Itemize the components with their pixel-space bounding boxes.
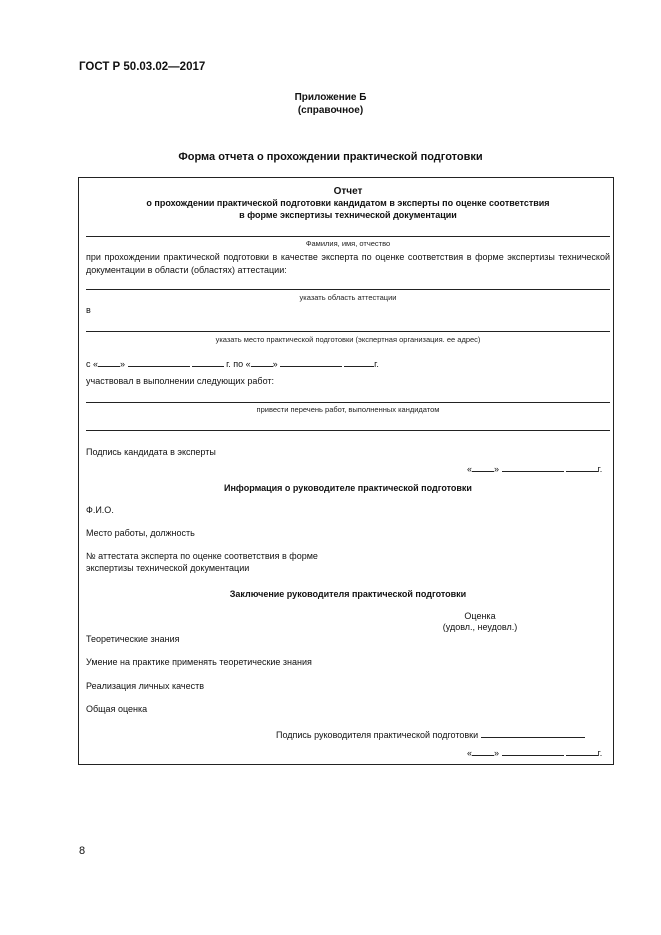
candidate-date-row xyxy=(467,461,602,474)
document-standard: ГОСТ Р 50.03.02—2017 xyxy=(79,61,206,73)
date-year: г. xyxy=(597,464,603,474)
candidate-day-field[interactable] xyxy=(472,461,494,472)
area-caption: указать область аттестации xyxy=(299,293,397,302)
supervisor-signature-field[interactable] xyxy=(481,727,585,738)
to-prefix: г. по « xyxy=(226,359,251,369)
report-heading: Отчет xyxy=(333,186,363,197)
sup-date-year: г. xyxy=(597,748,603,758)
supervisor-signature-row xyxy=(276,727,585,740)
sup-date-close: » xyxy=(494,748,500,758)
from-quote-close: » xyxy=(120,359,126,369)
conclusion-title: Заключение руководителя практической подготовки xyxy=(229,589,467,599)
page-number: 8 xyxy=(79,845,86,857)
supervisor-date-row xyxy=(467,745,602,758)
area-field-line[interactable] xyxy=(86,289,610,290)
candidate-signature-label: Подпись кандидата в эксперты xyxy=(86,447,216,457)
form-title: Форма отчета о прохождении практической подготовки xyxy=(178,151,483,163)
works-field-line-2[interactable] xyxy=(86,430,610,431)
supervisor-certificate-label-1: № аттестата эксперта по оценке соответствия в форме xyxy=(86,551,318,561)
supervisor-month-field[interactable] xyxy=(502,745,564,756)
date-close: » xyxy=(494,464,500,474)
row-personal-qualities: Реализация личных качеств xyxy=(86,681,205,691)
supervisor-certificate-label-2: экспертизы технической документации xyxy=(86,563,250,573)
from-prefix: с « xyxy=(86,359,99,369)
date-open: « xyxy=(467,464,473,474)
supervisor-info-title: Информация о руководителе практической подготовки xyxy=(224,483,472,493)
row-practice: Умение на практике применять теоретические знания xyxy=(86,657,312,667)
report-subheading-2: в форме экспертизы технической документации xyxy=(239,210,457,220)
appendix-title: Приложение Б xyxy=(294,92,367,103)
to-quote-close: » xyxy=(272,359,278,369)
to-day-field[interactable] xyxy=(251,356,273,367)
supervisor-year-field[interactable] xyxy=(566,745,598,756)
date-range-row xyxy=(86,356,379,369)
place-field-line[interactable] xyxy=(86,331,610,332)
works-field-line[interactable] xyxy=(86,402,610,403)
row-overall: Общая оценка xyxy=(86,704,148,714)
participated-text: участвовал в выполнении следующих работ: xyxy=(86,376,274,386)
grade-header-1: Оценка xyxy=(464,611,496,621)
from-year-field[interactable] xyxy=(192,356,224,367)
supervisor-day-field[interactable] xyxy=(472,745,494,756)
to-month-field[interactable] xyxy=(280,356,342,367)
candidate-year-field[interactable] xyxy=(566,461,598,472)
intro-text: при прохождении практической подготовки в качестве эксперта по оценке соответствия в форме экспертизы технической документации в области (областях) аттестации: xyxy=(86,252,610,275)
grade-header-2: (удовл., неудовл.) xyxy=(442,622,518,632)
report-subheading-1: о прохождении практической подготовки кандидатом в эксперты по оценке соответствия xyxy=(146,198,550,208)
in-label: в xyxy=(86,305,91,315)
works-caption: привести перечень работ, выполненных кандидатом xyxy=(256,405,440,414)
appendix-note: (справочное) xyxy=(297,105,364,116)
row-theory: Теоретические знания xyxy=(86,634,180,644)
to-year-suffix: г. xyxy=(374,359,379,369)
supervisor-signature-label: Подпись руководителя практической подготовки xyxy=(276,730,479,740)
fio-caption: Фамилия, имя, отчество xyxy=(305,239,391,248)
from-month-field[interactable] xyxy=(128,356,190,367)
supervisor-fio-label: Ф.И.О. xyxy=(86,505,114,515)
supervisor-workplace-label: Место работы, должность xyxy=(86,528,195,538)
sup-date-open: « xyxy=(467,748,473,758)
fio-field-line[interactable] xyxy=(86,236,610,237)
from-day-field[interactable] xyxy=(98,356,120,367)
to-year-field[interactable] xyxy=(344,356,374,367)
place-caption: указать место практической подготовки (экспертная организация. ее адрес) xyxy=(215,335,481,344)
candidate-month-field[interactable] xyxy=(502,461,564,472)
